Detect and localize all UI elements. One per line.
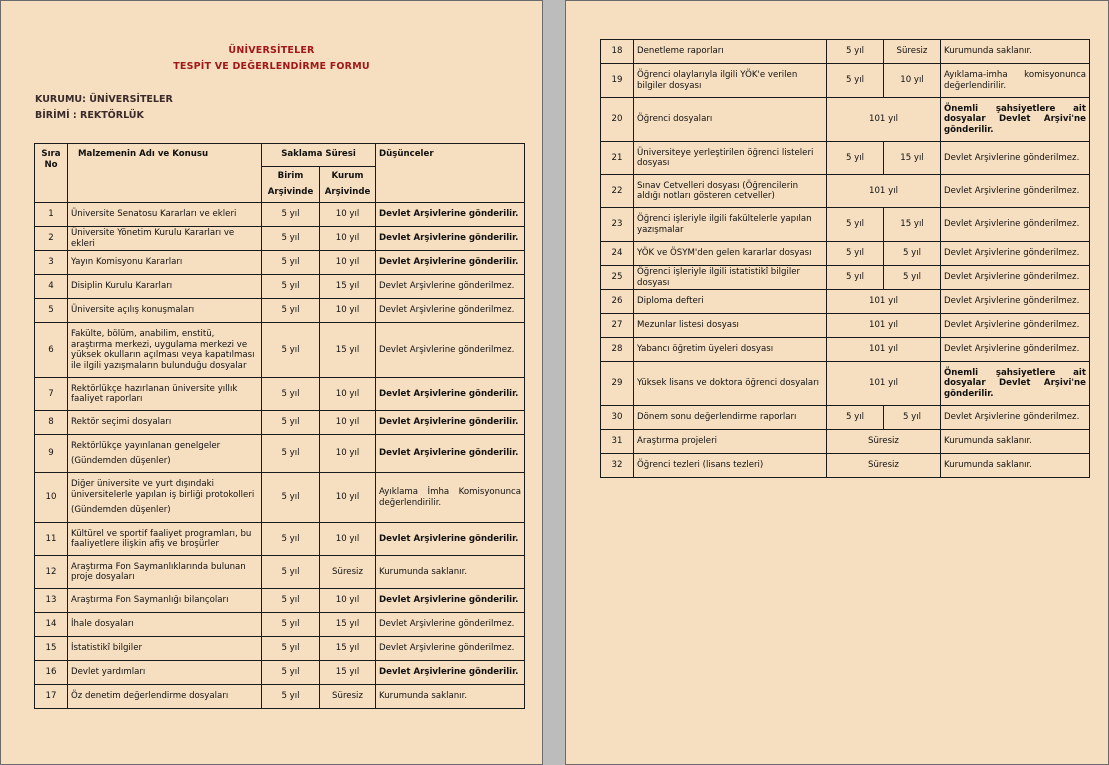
institution-archive-period: 15 yıl <box>320 637 376 661</box>
material-name: Disiplin Kurulu Kararları <box>71 281 173 292</box>
retention-period-merged: Süresiz <box>827 454 941 478</box>
header-retention-period: Saklama Süresi <box>262 144 376 167</box>
remarks-cell: Kurumunda saklanır. <box>376 556 525 589</box>
material-name-cell <box>68 299 262 323</box>
retention-table-right <box>600 39 1090 478</box>
header-remarks: Düşünceler <box>376 144 525 203</box>
material-name-cell <box>68 275 262 299</box>
unit-archive-period: 5 yıl <box>262 203 320 227</box>
row-number: 31 <box>601 430 634 454</box>
material-name: Araştırma Fon Saymanlığı bilançoları <box>71 595 229 606</box>
institution-archive-period: 10 yıl <box>320 227 376 251</box>
material-name: Üniversite açılış konuşmaları <box>71 305 195 316</box>
remarks-cell: Devlet Arşivlerine gönderilmez. <box>376 299 525 323</box>
unit-archive-period: 5 yıl <box>262 411 320 435</box>
material-name-cell <box>68 323 262 378</box>
unit-archive-period: 5 yıl <box>262 556 320 589</box>
table-row <box>35 411 525 435</box>
material-name: Yabancı öğretim üyeleri dosyası <box>637 344 774 355</box>
remarks-cell: Devlet Arşivlerine gönderilmez. <box>376 323 525 378</box>
material-name: İstatistikî bilgiler <box>71 643 143 654</box>
unit-archive-period: 5 yıl <box>262 685 320 709</box>
retention-period-merged: Süresiz <box>827 430 941 454</box>
material-name: Rektörlükçe yayınlanan genelgeler <box>71 440 221 451</box>
row-number: 15 <box>35 637 68 661</box>
remarks-cell: Devlet Arşivlerine gönderilir. <box>376 435 525 473</box>
table-row <box>601 208 1090 242</box>
material-name: Araştırma Fon Saymanlıklarında bulunan proje dosyaları <box>71 561 246 582</box>
material-name: Denetleme raporları <box>637 46 724 57</box>
remarks-cell: Devlet Arşivlerine gönderilir. <box>376 251 525 275</box>
unit-archive-period: 5 yıl <box>262 251 320 275</box>
institution-archive-period: Süresiz <box>884 40 941 64</box>
row-number: 21 <box>601 142 634 175</box>
material-name: Sınav Cetvelleri dosyası (Öğrencilerin aldığı notları gösteren cetveller) <box>637 180 799 201</box>
row-number: 32 <box>601 454 634 478</box>
institution-archive-period: Süresiz <box>320 556 376 589</box>
material-name-cell <box>634 266 827 290</box>
retention-table-left <box>34 143 525 709</box>
remarks-cell: Devlet Arşivlerine gönderilir. <box>376 411 525 435</box>
unit-archive-period: 5 yıl <box>262 227 320 251</box>
institution-archive-period: 15 yıl <box>884 208 941 242</box>
table-row <box>35 275 525 299</box>
unit-archive-period: 5 yıl <box>262 275 320 299</box>
institution-archive-period: 15 yıl <box>320 661 376 685</box>
retention-period-merged: 101 yıl <box>827 338 941 362</box>
unit-archive-period: 5 yıl <box>262 661 320 685</box>
institution-archive-period: 10 yıl <box>320 435 376 473</box>
row-number: 24 <box>601 242 634 266</box>
material-name-cell <box>68 613 262 637</box>
institution-archive-period: 15 yıl <box>320 323 376 378</box>
unit-archive-period: 5 yıl <box>262 473 320 523</box>
remarks-cell: Devlet Arşivlerine gönderilmez. <box>941 406 1090 430</box>
institution-archive-period: 10 yıl <box>320 299 376 323</box>
material-name-note: (Gündemden düşenler) <box>71 456 171 466</box>
unit-archive-period: 5 yıl <box>262 613 320 637</box>
row-number: 9 <box>35 435 68 473</box>
table-row <box>601 266 1090 290</box>
remarks-cell: Devlet Arşivlerine gönderilmez. <box>376 613 525 637</box>
unit-archive-period: 5 yıl <box>262 435 320 473</box>
remarks-cell: Önemli şahsiyetlere ait dosyalar Devlet Arşivi'ne gönderilir. <box>941 98 1090 142</box>
table-row <box>601 242 1090 266</box>
remarks-cell: Ayıklama İmha Komisyonunca değerlendirilir. <box>376 473 525 523</box>
institution-archive-period: 10 yıl <box>320 378 376 411</box>
remarks-cell: Devlet Arşivlerine gönderilmez. <box>941 266 1090 290</box>
row-number: 3 <box>35 251 68 275</box>
material-name-cell <box>68 227 262 251</box>
remarks-cell: Önemli şahsiyetlere ait dosyalar Devlet Arşivi'ne gönderilir. <box>941 362 1090 406</box>
material-name-cell <box>634 362 827 406</box>
row-number: 16 <box>35 661 68 685</box>
material-name-cell <box>634 290 827 314</box>
material-name-cell <box>634 430 827 454</box>
institution-label: KURUMU: ÜNİVERSİTELER <box>35 94 173 105</box>
row-number: 10 <box>35 473 68 523</box>
header-institution-archive: Kurum Arşivinde <box>320 167 376 203</box>
institution-archive-period: 15 yıl <box>884 142 941 175</box>
institution-archive-period: 10 yıl <box>884 64 941 98</box>
institution-archive-period: 10 yıl <box>320 523 376 556</box>
unit-label: BİRİMİ : REKTÖRLÜK <box>35 110 144 121</box>
material-name-note: (Gündemden düşenler) <box>71 505 171 516</box>
material-name: Öğrenci tezleri (lisans tezleri) <box>637 460 764 471</box>
remarks-cell: Devlet Arşivlerine gönderilmez. <box>376 275 525 299</box>
row-number: 6 <box>35 323 68 378</box>
header-sira-no: Sıra No <box>35 144 68 203</box>
material-name: Üniversite Yönetim Kurulu Kararları ve ekleri <box>71 228 235 249</box>
unit-archive-period: 5 yıl <box>262 523 320 556</box>
retention-period-merged: 101 yıl <box>827 362 941 406</box>
table-row <box>35 251 525 275</box>
material-name: Mezunlar listesi dosyası <box>637 320 739 331</box>
material-name-cell <box>68 203 262 227</box>
row-number: 11 <box>35 523 68 556</box>
material-name-cell <box>634 142 827 175</box>
row-number: 18 <box>601 40 634 64</box>
table-row <box>601 430 1090 454</box>
unit-archive-period: 5 yıl <box>262 378 320 411</box>
header-unit-archive: Birim Arşivinde <box>262 167 320 203</box>
table-row <box>601 290 1090 314</box>
remarks-cell: Devlet Arşivlerine gönderilir. <box>376 661 525 685</box>
row-number: 27 <box>601 314 634 338</box>
row-number: 13 <box>35 589 68 613</box>
remarks-cell: Devlet Arşivlerine gönderilir. <box>376 378 525 411</box>
row-number: 4 <box>35 275 68 299</box>
table-row <box>601 98 1090 142</box>
material-name-cell <box>68 378 262 411</box>
row-number: 17 <box>35 685 68 709</box>
material-name: Diploma defteri <box>637 296 704 307</box>
table-row <box>601 362 1090 406</box>
remarks-cell: Devlet Arşivlerine gönderilmez. <box>941 338 1090 362</box>
row-number: 5 <box>35 299 68 323</box>
remarks-cell: Devlet Arşivlerine gönderilmez. <box>941 208 1090 242</box>
row-number: 19 <box>601 64 634 98</box>
unit-archive-period: 5 yıl <box>262 637 320 661</box>
row-number: 25 <box>601 266 634 290</box>
material-name: Rektör seçimi dosyaları <box>71 417 172 428</box>
remarks-cell: Devlet Arşivlerine gönderilmez. <box>376 637 525 661</box>
material-name: Rektörlükçe hazırlanan üniversite yıllık faaliyet raporları <box>71 383 238 404</box>
material-name-cell <box>68 251 262 275</box>
remarks-cell: Devlet Arşivlerine gönderilir. <box>376 203 525 227</box>
table-row <box>35 473 525 523</box>
unit-archive-period: 5 yıl <box>827 40 884 64</box>
table-row <box>35 299 525 323</box>
table-row <box>601 406 1090 430</box>
material-name-cell <box>634 242 827 266</box>
institution-archive-period: 5 yıl <box>884 406 941 430</box>
remarks-cell: Kurumunda saklanır. <box>941 40 1090 64</box>
row-number: 7 <box>35 378 68 411</box>
retention-period-merged: 101 yıl <box>827 175 941 208</box>
retention-period-merged: 101 yıl <box>827 290 941 314</box>
row-number: 14 <box>35 613 68 637</box>
institution-archive-period: 10 yıl <box>320 589 376 613</box>
material-name-cell <box>634 314 827 338</box>
table-row <box>35 203 525 227</box>
unit-archive-period: 5 yıl <box>262 589 320 613</box>
remarks-cell: Ayıklama-imha komisyonunca değerlendirilir. <box>941 64 1090 98</box>
material-name-cell <box>68 435 262 473</box>
table-row <box>35 637 525 661</box>
material-name-cell <box>634 64 827 98</box>
document-page-2 <box>565 0 1109 765</box>
unit-archive-period: 5 yıl <box>827 266 884 290</box>
remarks-cell: Devlet Arşivlerine gönderilmez. <box>941 314 1090 338</box>
material-name-cell <box>634 98 827 142</box>
table-row <box>35 227 525 251</box>
material-name: YÖK ve ÖSYM'den gelen kararlar dosyası <box>637 248 812 259</box>
table-row <box>601 175 1090 208</box>
table-row <box>35 435 525 473</box>
material-name-cell <box>68 523 262 556</box>
remarks-cell: Kurumunda saklanır. <box>376 685 525 709</box>
institution-archive-period: 5 yıl <box>884 266 941 290</box>
material-name: Öğrenci olaylarıyla ilgili YÖK'e verilen bilgiler dosyası <box>637 70 798 91</box>
row-number: 20 <box>601 98 634 142</box>
material-name-cell <box>634 406 827 430</box>
row-number: 26 <box>601 290 634 314</box>
row-number: 28 <box>601 338 634 362</box>
institution-archive-period: 10 yıl <box>320 411 376 435</box>
table-row <box>601 142 1090 175</box>
remarks-cell: Devlet Arşivlerine gönderilmez. <box>941 290 1090 314</box>
row-number: 29 <box>601 362 634 406</box>
material-name-cell <box>68 411 262 435</box>
remarks-cell: Kurumunda saklanır. <box>941 430 1090 454</box>
institution-archive-period: 15 yıl <box>320 275 376 299</box>
material-name-cell <box>68 556 262 589</box>
material-name: Diğer üniversite ve yurt dışındaki üniversitelerle yapılan iş birliği protokolleri <box>71 479 255 500</box>
row-number: 22 <box>601 175 634 208</box>
material-name: Öğrenci işleriyle ilgili fakültelerle yapılan yazışmalar <box>637 214 812 235</box>
material-name: Kültürel ve sportif faaliyet programları, bu faaliyetlere ilişkin afiş ve broşürler <box>71 528 252 549</box>
remarks-cell: Devlet Arşivlerine gönderilmez. <box>941 242 1090 266</box>
institution-archive-period: 15 yıl <box>320 613 376 637</box>
material-name-cell <box>68 685 262 709</box>
institution-archive-period: Süresiz <box>320 685 376 709</box>
table-row <box>35 523 525 556</box>
form-title-line-2: TESPİT VE DEĞERLENDİRME FORMU <box>173 61 370 72</box>
header-material-name: Malzemenin Adı ve Konusu <box>68 144 262 203</box>
unit-archive-period: 5 yıl <box>827 242 884 266</box>
institution-archive-period: 10 yıl <box>320 251 376 275</box>
unit-archive-period: 5 yıl <box>827 64 884 98</box>
row-number: 2 <box>35 227 68 251</box>
material-name-cell <box>634 208 827 242</box>
row-number: 12 <box>35 556 68 589</box>
table-row <box>35 323 525 378</box>
remarks-cell: Devlet Arşivlerine gönderilmez. <box>941 175 1090 208</box>
row-number: 1 <box>35 203 68 227</box>
remarks-cell: Devlet Arşivlerine gönderilir. <box>376 523 525 556</box>
institution-archive-period: 10 yıl <box>320 473 376 523</box>
material-name: Yüksek lisans ve doktora öğrenci dosyaları <box>637 378 820 389</box>
material-name: Öğrenci işleriyle ilgili istatistikî bilgiler dosyası <box>637 267 801 288</box>
table-row <box>601 314 1090 338</box>
material-name-cell <box>68 473 262 523</box>
document-page-1 <box>0 0 543 765</box>
material-name: Öğrenci dosyaları <box>637 114 713 125</box>
table-row <box>35 661 525 685</box>
material-name-cell <box>634 175 827 208</box>
material-name-cell <box>634 454 827 478</box>
material-name: Öz denetim değerlendirme dosyaları <box>71 691 229 702</box>
material-name: İhale dosyaları <box>71 619 134 630</box>
material-name-cell <box>634 40 827 64</box>
material-name: Araştırma projeleri <box>637 436 717 447</box>
material-name: Devlet yardımları <box>71 667 146 678</box>
remarks-cell: Devlet Arşivlerine gönderilir. <box>376 589 525 613</box>
institution-archive-period: 5 yıl <box>884 242 941 266</box>
table-row <box>35 378 525 411</box>
table-row <box>35 589 525 613</box>
unit-archive-period: 5 yıl <box>827 406 884 430</box>
unit-archive-period: 5 yıl <box>262 299 320 323</box>
material-name-cell <box>68 589 262 613</box>
row-number: 30 <box>601 406 634 430</box>
material-name-cell <box>68 661 262 685</box>
table-row <box>601 454 1090 478</box>
material-name: Üniversite Senatosu Kararları ve ekleri <box>71 209 237 220</box>
material-name: Yayın Komisyonu Kararları <box>71 257 183 268</box>
form-title-line-1: ÜNİVERSİTELER <box>228 45 315 56</box>
remarks-cell: Kurumunda saklanır. <box>941 454 1090 478</box>
material-name-cell <box>68 637 262 661</box>
material-name-cell <box>634 338 827 362</box>
unit-archive-period: 5 yıl <box>827 208 884 242</box>
table-row <box>601 64 1090 98</box>
remarks-cell: Devlet Arşivlerine gönderilmez. <box>941 142 1090 175</box>
material-name: Dönem sonu değerlendirme raporları <box>637 412 797 423</box>
remarks-cell: Devlet Arşivlerine gönderilir. <box>376 227 525 251</box>
retention-period-merged: 101 yıl <box>827 314 941 338</box>
table-row <box>601 338 1090 362</box>
table-row <box>601 40 1090 64</box>
material-name: Fakülte, bölüm, anabilim, enstitü, araştırma merkezi, uygulama merkezi ve yüksek okulların açılması veya kapatılması ile ilgili yazışmaların bulunduğu dosyalar <box>71 329 255 371</box>
table-row <box>35 613 525 637</box>
unit-archive-period: 5 yıl <box>827 142 884 175</box>
material-name: Üniversiteye yerleştirilen öğrenci listeleri dosyası <box>637 147 814 168</box>
row-number: 8 <box>35 411 68 435</box>
row-number: 23 <box>601 208 634 242</box>
institution-archive-period: 10 yıl <box>320 203 376 227</box>
table-row <box>35 685 525 709</box>
table-row <box>35 556 525 589</box>
unit-archive-period: 5 yıl <box>262 323 320 378</box>
retention-period-merged: 101 yıl <box>827 98 941 142</box>
